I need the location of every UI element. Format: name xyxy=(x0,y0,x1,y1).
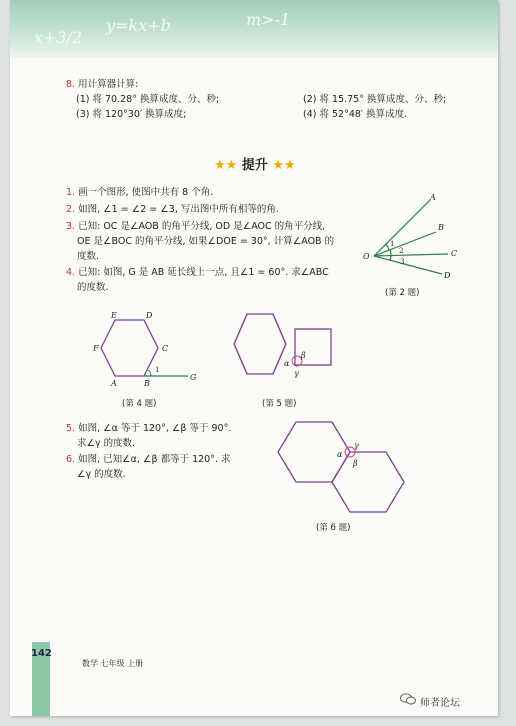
angle-label-1: 1 xyxy=(155,366,160,374)
figure-5 xyxy=(228,306,348,386)
ray-OC xyxy=(374,254,448,256)
top-banner xyxy=(10,0,498,58)
problem-3-text-1: 已知: OC 是∠AOB 的角平分线, OD 是∠AOC 的角平分线, xyxy=(78,221,326,232)
exercise-8-title xyxy=(66,78,138,91)
problem-1-number: 1. xyxy=(66,187,76,198)
label-D: D xyxy=(146,311,153,320)
textbook-page xyxy=(10,0,498,716)
figure-2 xyxy=(360,188,470,288)
banner-formula-3: m>-1 xyxy=(246,10,291,29)
problem-4-line-1 xyxy=(66,266,329,279)
angle-arc-3 xyxy=(390,256,391,260)
problem-3-line-3: 度数. xyxy=(77,251,100,262)
exercise-8-item-1: (1) 将 70.28° 换算成度、分、秒; xyxy=(76,94,220,105)
exercise-8-item-3: (3) 将 120°30′ 换算成度; xyxy=(76,109,187,120)
label-alpha: α xyxy=(337,450,343,459)
figure-6-caption: (第 6 题) xyxy=(316,523,351,533)
star-icon-right: ★★ xyxy=(272,158,296,173)
problem-5-text-1: 如图, ∠α 等于 120°, ∠β 等于 90°. xyxy=(78,423,232,434)
problem-6-line-2: ∠γ 的度数. xyxy=(77,469,126,480)
label-A: A xyxy=(430,193,436,202)
angle-label-1: 1 xyxy=(390,240,395,248)
problem-4-text-1: 已知: 如图, G 是 AB 延长线上一点, 且∠1 = 60°. 求∠ABC xyxy=(78,267,329,278)
label-gamma: γ xyxy=(354,441,359,450)
hexagon-ABCDEF xyxy=(101,320,158,376)
figure-4 xyxy=(80,308,210,393)
problem-1 xyxy=(66,186,213,199)
label-E: E xyxy=(111,311,117,320)
exercise-8-text: 用计算器计算: xyxy=(78,79,139,90)
angle-label-3: 3 xyxy=(400,258,405,266)
angle-arc-1 xyxy=(386,244,389,250)
problem-6-text-1: 如图, 已知∠α, ∠β 都等于 120°. 求 xyxy=(78,454,231,465)
angle-label-2: 2 xyxy=(399,247,404,255)
label-beta: β xyxy=(301,351,306,360)
problem-6-line-1 xyxy=(66,453,231,466)
label-alpha: α xyxy=(284,359,290,368)
label-O: O xyxy=(363,252,370,261)
wechat-icon xyxy=(400,693,416,705)
label-B: B xyxy=(438,223,444,232)
figure-4-caption: (第 4 题) xyxy=(122,399,157,409)
problem-3-line-1 xyxy=(66,220,325,233)
star-icon-left: ★★ xyxy=(214,158,238,173)
angle-arc-2 xyxy=(390,249,391,255)
section-heading-label: 提升 xyxy=(241,158,268,173)
problem-2-number: 2. xyxy=(66,204,76,215)
exercise-8-item-2: (2) 将 15.75° 换算成度、分、秒; xyxy=(303,94,447,105)
problem-5-number: 5. xyxy=(66,423,76,434)
label-B: B xyxy=(144,379,150,388)
angle-arc-1 xyxy=(148,370,151,376)
book-title: 数学 七年级 上册 xyxy=(82,659,144,668)
label-beta: β xyxy=(353,459,358,468)
problem-2-text: 如图, ∠1 = ∠2 = ∠3, 写出图中所有相等的角. xyxy=(78,204,279,215)
problem-4-number: 4. xyxy=(66,267,76,278)
label-C: C xyxy=(162,344,169,353)
exercise-8-item-4: (4) 将 52°48′ 换算成度. xyxy=(303,109,408,120)
label-gamma: γ xyxy=(294,369,299,378)
problem-3-line-2: OE 是∠BOC 的角平分线, 如果∠DOE = 30°, 计算∠AOB 的 xyxy=(77,236,335,247)
figure-2-caption: (第 2 题) xyxy=(385,288,420,298)
problem-6-number: 6. xyxy=(66,454,76,465)
banner-formula-2: y=kx+b xyxy=(106,16,171,35)
label-G: G xyxy=(190,373,197,382)
figure-6 xyxy=(276,418,416,518)
hexagon xyxy=(234,314,286,374)
watermark: 师者论坛 xyxy=(420,698,460,709)
section-heading xyxy=(214,154,296,173)
label-F: F xyxy=(93,344,99,353)
exercise-8-number: 8. xyxy=(66,79,76,90)
page-number: 142 xyxy=(31,648,52,659)
label-D: D xyxy=(444,271,451,280)
problem-4-line-2: 的度数. xyxy=(77,282,109,293)
problem-2 xyxy=(66,203,279,216)
problem-5-line-2: 求∠γ 的度数. xyxy=(77,438,136,449)
label-C: C xyxy=(451,249,458,258)
label-A: A xyxy=(111,379,117,388)
hexagon-lower xyxy=(332,452,404,512)
problem-1-text: 画一个图形, 使图中共有 8 个角. xyxy=(78,187,214,198)
banner-formula-1: x+3/2 xyxy=(34,28,83,47)
ray-OD xyxy=(374,256,442,274)
problem-3-number: 3. xyxy=(66,221,76,232)
figure-5-caption: (第 5 题) xyxy=(262,399,297,409)
problem-5-line-1 xyxy=(66,422,231,435)
ray-OB xyxy=(374,232,436,256)
